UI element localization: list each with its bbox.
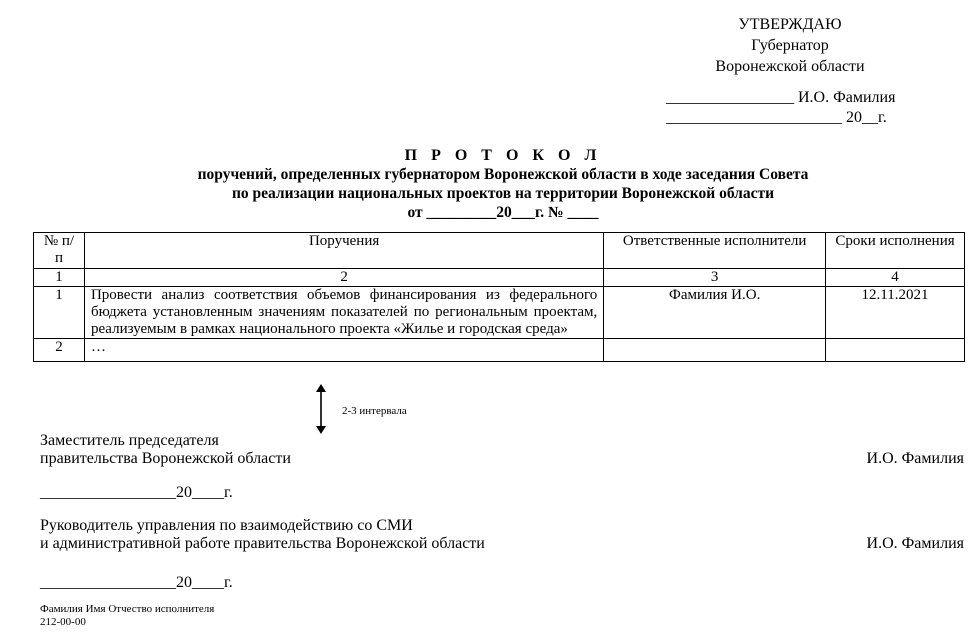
- row-responsible: [604, 339, 826, 362]
- signature-2-title: [40, 517, 485, 553]
- approval-heading: УТВЕРЖДАЮ: [738, 16, 842, 33]
- protocol-subtitle-1: поручений, определенных губернатором Воронежской области в ходе заседания Совета: [197, 166, 809, 183]
- protocol-subtitle-2: по реализации национальных проектов на территории Воронежской области: [231, 185, 775, 202]
- signature-1-title-line-2: правительства Воронежской области: [40, 450, 291, 467]
- approval-block: [640, 14, 940, 77]
- row-deadline: 12.11.2021: [826, 287, 965, 339]
- protocol-title: [40, 146, 966, 222]
- header-responsible: Ответственные исполнители: [604, 233, 826, 269]
- signature-2-title-line-1: Руководитель управления по взаимодействию со СМИ: [40, 517, 413, 534]
- header-deadline: Сроки исполнения: [826, 233, 965, 269]
- header-instructions: Поручения: [84, 233, 603, 269]
- executor-name: Фамилия Имя Отчество исполнителя: [40, 603, 215, 615]
- approval-signature-lines: [666, 88, 926, 128]
- signature-2-name: И.О. Фамилия: [866, 535, 964, 552]
- executor-footer: [40, 603, 214, 629]
- row-task: Провести анализ соответствия объемов финансирования из федерального бюджета установленным значениям показателей по региональным проектам, реализуемым в рамках национального проекта «Жилье и городская среда»: [84, 287, 603, 339]
- row-task: …: [84, 339, 603, 362]
- signature-1-name: И.О. Фамилия: [866, 450, 964, 467]
- signature-1-title: [40, 432, 291, 468]
- protocol-heading: П Р О Т О К О Л: [404, 147, 602, 164]
- executor-phone: 212-00-00: [40, 616, 86, 628]
- col-number-1: 1: [34, 269, 85, 287]
- signature-1-date-line: _________________20____г.: [40, 484, 233, 501]
- approval-sign-line: ________________ И.О. Фамилия: [666, 89, 896, 106]
- approval-region: Воронежской области: [715, 58, 865, 75]
- col-number-4: 4: [826, 269, 965, 287]
- signature-2-date-line: _________________20____г.: [40, 574, 233, 591]
- signature-1-title-line-1: Заместитель председателя: [40, 432, 219, 449]
- table-row: [34, 287, 965, 339]
- col-number-3: 3: [604, 269, 826, 287]
- table-column-numbers-row: [34, 269, 965, 287]
- approval-position: Губернатор: [751, 37, 829, 54]
- row-responsible: Фамилия И.О.: [604, 287, 826, 339]
- row-number: 1: [34, 287, 85, 339]
- double-arrow-icon: [314, 384, 328, 434]
- interval-note: 2-3 интервала: [342, 405, 407, 417]
- approval-date-line: ______________________ 20__г.: [666, 109, 887, 126]
- table-row: [34, 339, 965, 362]
- row-deadline: [826, 339, 965, 362]
- instructions-table: [33, 232, 965, 362]
- table-header-row: [34, 233, 965, 269]
- protocol-date-number: от _________20___г. № ____: [407, 204, 599, 221]
- signature-2-title-line-2: и административной работе правительства Воронежской области: [40, 535, 485, 552]
- row-number: 2: [34, 339, 85, 362]
- header-number: № п/п: [34, 233, 85, 269]
- col-number-2: 2: [84, 269, 603, 287]
